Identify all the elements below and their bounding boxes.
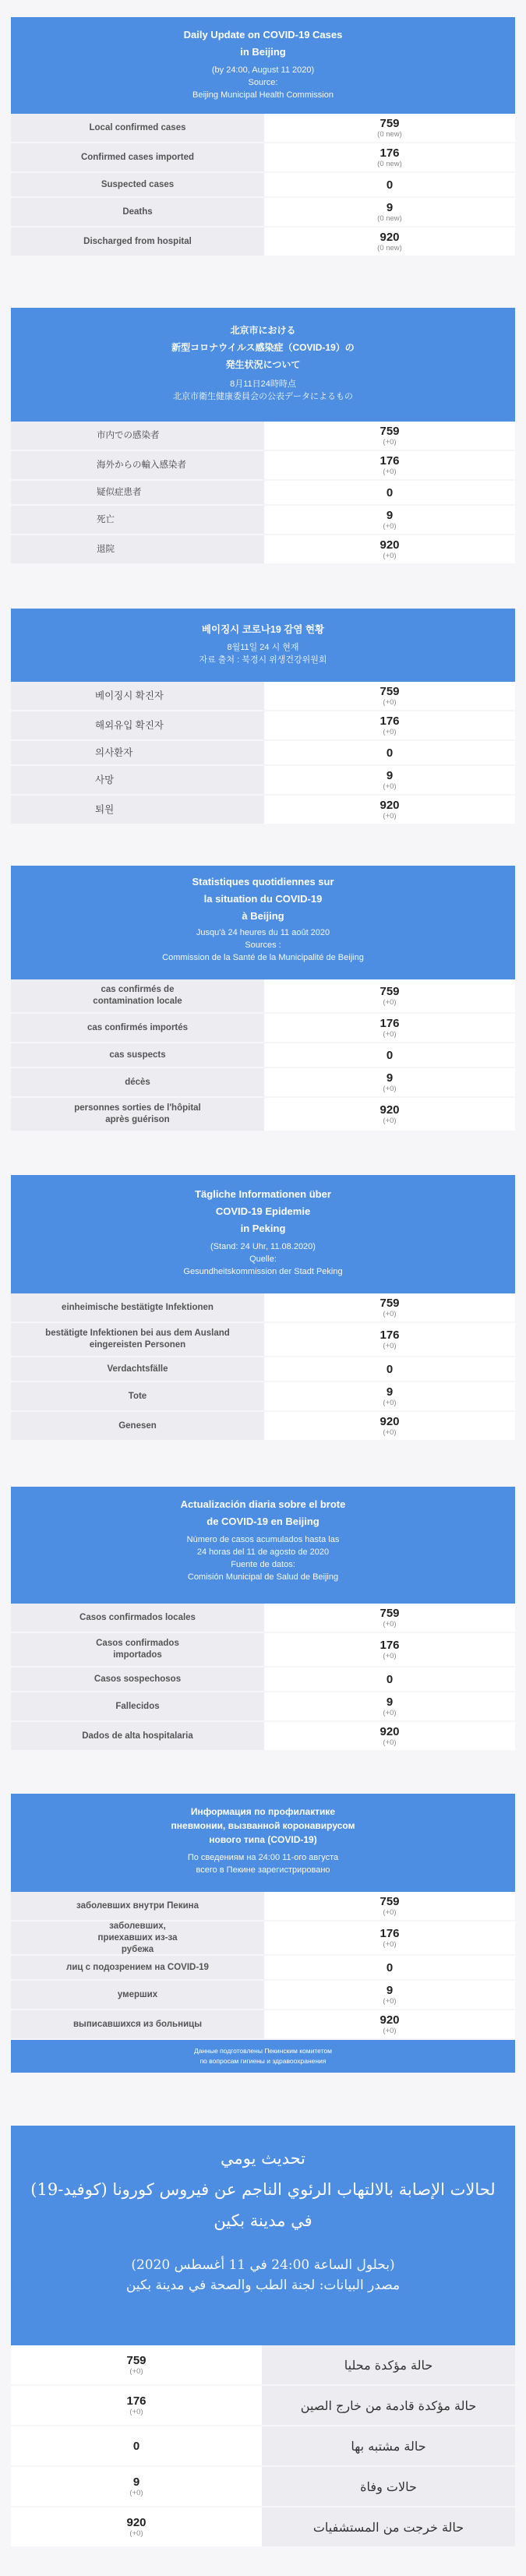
- stat-row-discharged: [11, 535, 515, 565]
- stat-value-cell: [264, 114, 515, 142]
- stat-value: 0: [386, 485, 394, 499]
- stat-value: 759: [379, 1607, 400, 1620]
- stat-value: 9: [386, 201, 394, 214]
- stat-row-suspected: [11, 1956, 515, 1981]
- stat-change: (+0): [383, 698, 397, 707]
- stat-change: (+0): [383, 998, 397, 1007]
- stat-label: حالات وفاة: [262, 2467, 515, 2506]
- stat-change: (+0): [129, 2367, 143, 2376]
- stat-value-cell: [264, 1956, 515, 1979]
- stat-change: (+0): [383, 522, 397, 531]
- header-title-line: Actualización diaria sobre el brote: [180, 1498, 346, 1510]
- stat-row-imported: [11, 2386, 515, 2426]
- stat-change: (+0): [383, 1940, 397, 1949]
- stat-change: (+0): [129, 2529, 143, 2538]
- stat-label: einheimische bestätigte Infektionen: [11, 1293, 264, 1322]
- stat-value: 9: [386, 1696, 394, 1709]
- stat-value-cell: [264, 451, 515, 479]
- stat-row-suspected: [11, 1357, 515, 1382]
- stat-label: حالة مشتبه بها: [262, 2426, 515, 2465]
- stat-row-local-confirmed: [11, 1604, 515, 1633]
- stat-label: Genesen: [11, 1412, 264, 1440]
- stat-label: حالة خرجت من المستشفيات: [262, 2507, 515, 2546]
- stat-value-cell: [264, 228, 515, 256]
- stat-value: 9: [386, 509, 394, 522]
- stat-value: 0: [386, 1960, 394, 1974]
- header-title-line: 発生状況について: [225, 359, 301, 370]
- header-title-line: пневмонии, вызванной коронавирусом: [171, 1820, 355, 1831]
- stat-label: 의사환자: [11, 741, 264, 764]
- stat-value: 9: [386, 1984, 394, 1997]
- stat-value-cell: [264, 741, 515, 764]
- stat-row-local-confirmed: [11, 979, 515, 1014]
- stat-change: (+0): [383, 728, 397, 736]
- stat-change: (+0): [383, 468, 397, 476]
- stat-label: 海外からの輸入感染者: [11, 451, 264, 479]
- stat-value: 176: [379, 454, 400, 468]
- stat-change: (+0): [383, 2027, 397, 2035]
- stat-value-cell: [264, 2010, 515, 2038]
- stat-row-imported: [11, 711, 515, 741]
- stat-label: заболевших внутри Пекина: [11, 1892, 264, 1920]
- stat-value: 176: [379, 1329, 400, 1342]
- stat-change: (+0): [383, 552, 397, 560]
- stat-row-discharged: [11, 228, 515, 257]
- stat-value: 920: [379, 1725, 400, 1738]
- stat-label: bestätigte Infektionen bei aus dem Ausland eingereisten Personen: [11, 1323, 264, 1356]
- stat-value: 176: [379, 715, 400, 728]
- stat-change: (+0): [383, 1342, 397, 1350]
- stat-value-cell: [264, 1981, 515, 2009]
- stat-value-cell: [264, 481, 515, 504]
- stat-row-suspected: [11, 1667, 515, 1692]
- stat-label: Suspected cases: [11, 173, 264, 196]
- header-title-line: Tägliche Informationen über: [195, 1188, 331, 1200]
- stat-row-imported: [11, 451, 515, 481]
- header-subtitle-line: Commission de la Santé de la Municipalité de Beijing: [162, 953, 364, 962]
- stat-value: 176: [126, 2394, 147, 2408]
- header-subtitle-line: 8月11日24時時点: [230, 379, 296, 389]
- stat-row-deaths: [11, 1692, 515, 1722]
- stat-value: 920: [379, 538, 400, 552]
- header-title-line: لحالات الإصابة بالالتهاب الرئوي الناجم عن فيروس كورونا (كوفيد-19): [30, 2180, 496, 2199]
- stat-row-imported: [11, 1323, 515, 1357]
- stat-value-cell: [264, 1323, 515, 1356]
- header-title-line: à Beijing: [242, 910, 284, 922]
- stat-label: حالة مؤكدة محليا: [262, 2345, 515, 2384]
- stat-value-cell: [264, 766, 515, 794]
- stat-value-cell: [264, 796, 515, 824]
- stat-label: Casos confirmados importados: [11, 1633, 264, 1666]
- section-header: [11, 609, 515, 682]
- section-french: [11, 866, 515, 1132]
- stat-label: Discharged from hospital: [11, 228, 264, 256]
- stat-value: 759: [379, 425, 400, 438]
- stat-value-cell: [264, 198, 515, 226]
- stat-value-cell: [264, 711, 515, 739]
- stat-value: 0: [132, 2439, 140, 2453]
- stat-value: 9: [386, 1385, 394, 1399]
- stat-label: Confirmed cases imported: [11, 143, 264, 171]
- stat-change: (+0): [383, 1908, 397, 1917]
- section-header: [11, 17, 515, 114]
- header-subtitle-line: 자료 출처 : 북경시 위생건강위원회: [199, 655, 327, 665]
- header-subtitle-line: 北京市衛生健康委員会の公表データによるもの: [173, 392, 353, 401]
- header-subtitle-line: 8월11일 24 시 현재: [227, 643, 299, 652]
- section-korean: [11, 609, 515, 825]
- stat-value: 176: [379, 1017, 400, 1030]
- header-title-line: in Beijing: [240, 46, 286, 58]
- stat-value: 759: [379, 117, 400, 130]
- header-title-line: في مدينة بكين: [214, 2211, 312, 2230]
- stat-label: Local confirmed cases: [11, 114, 264, 142]
- header-title-line: تحديث يومي: [220, 2149, 305, 2168]
- stat-value-cell: [264, 143, 515, 171]
- stat-value-cell: [264, 535, 515, 563]
- stat-row-discharged: [11, 1722, 515, 1752]
- stat-value-cell: [264, 1892, 515, 1920]
- header-subtitle-line: Quelle:: [249, 1254, 277, 1264]
- stat-value-cell: [264, 1014, 515, 1042]
- stat-value-cell: [11, 2426, 262, 2465]
- header-subtitle-line: Source:: [248, 78, 278, 87]
- header-title-line: 北京市における: [230, 325, 296, 336]
- stat-value: 920: [126, 2516, 147, 2529]
- stat-row-discharged: [11, 2010, 515, 2040]
- stat-change: (0 new): [377, 130, 402, 139]
- stat-value-cell: [264, 1068, 515, 1096]
- stat-value: 759: [126, 2354, 147, 2367]
- stat-row-deaths: [11, 766, 515, 796]
- header-title-line: Daily Update on COVID-19 Cases: [183, 29, 343, 41]
- stat-value: 920: [379, 1415, 400, 1428]
- stat-row-imported: [11, 143, 515, 173]
- stat-row-deaths: [11, 506, 515, 535]
- header-title-line: 베이징시 코로나19 감염 현황: [201, 624, 325, 635]
- stat-change: (+0): [383, 1620, 397, 1629]
- header-subtitle-line: Jusqu'à 24 heures du 11 août 2020: [196, 928, 330, 937]
- stat-change: (+0): [383, 1997, 397, 2006]
- stat-row-local-confirmed: [11, 422, 515, 451]
- section-english: [11, 17, 515, 257]
- stat-label: Casos sospechosos: [11, 1667, 264, 1691]
- header-subtitle-line: Beijing Municipal Health Commission: [192, 90, 334, 100]
- section-header: [11, 308, 515, 422]
- header-title-line: in Peking: [240, 1223, 286, 1234]
- stat-change: (+0): [383, 1030, 397, 1039]
- stat-label: 退院: [11, 535, 264, 563]
- stat-label: Dados de alta hospitalaria: [11, 1722, 264, 1750]
- stat-value-cell: [264, 1722, 515, 1750]
- stat-value: 0: [386, 746, 394, 760]
- stat-label: 베이징시 확진자: [11, 682, 264, 710]
- stat-label: cas confirmés de contamination locale: [11, 979, 264, 1012]
- stat-row-local-confirmed: [11, 114, 515, 143]
- stat-value-cell: [264, 1667, 515, 1691]
- stat-label: 疑似症患者: [11, 481, 264, 504]
- stat-label: умерших: [11, 1981, 264, 2009]
- stat-value: 759: [379, 1895, 400, 1908]
- section-russian: [11, 1794, 515, 2073]
- stat-value-cell: [264, 1412, 515, 1440]
- stat-label: Fallecidos: [11, 1692, 264, 1720]
- stat-value: 920: [379, 231, 400, 244]
- stat-label: حالة مؤكدة قادمة من خارج الصين: [262, 2386, 515, 2425]
- header-subtitle-line: По сведениям на 24:00 11-ого августа: [187, 1853, 339, 1862]
- stat-label: 市内での感染者: [11, 422, 264, 450]
- section-header: [11, 1487, 515, 1604]
- stat-row-deaths: [11, 2467, 515, 2507]
- header-subtitle-line: Número de casos acumulados hasta las: [186, 1535, 340, 1544]
- stat-label: лиц с подозрением на COVID-19: [11, 1956, 264, 1979]
- stat-value: 759: [379, 1297, 400, 1310]
- stat-value-cell: [264, 1692, 515, 1720]
- stat-value-cell: [264, 1921, 515, 1954]
- header-subtitle-line: Gesundheitskommission der Stadt Peking: [183, 1267, 343, 1276]
- header-title-line: COVID-19 Epidemie: [215, 1205, 311, 1217]
- header-title-line: la situation du COVID-19: [203, 893, 323, 905]
- section-footer: [11, 2040, 515, 2073]
- stat-value-cell: [264, 1382, 515, 1410]
- stat-value-cell: [264, 1293, 515, 1322]
- stat-row-deaths: [11, 198, 515, 228]
- section-header: [11, 1794, 515, 1892]
- stat-change: (+0): [383, 1738, 397, 1747]
- stat-value: 920: [379, 799, 400, 812]
- stat-change: (+0): [383, 1399, 397, 1407]
- stat-row-suspected: [11, 173, 515, 198]
- stat-row-deaths: [11, 1382, 515, 1412]
- section-spanish: [11, 1487, 515, 1752]
- section-header: [11, 2126, 515, 2345]
- stat-row-local-confirmed: [11, 682, 515, 711]
- header-title-line: Информация по профилактике: [190, 1806, 336, 1817]
- header-subtitle-line: (by 24:00, August 11 2020): [211, 65, 315, 75]
- stat-label: cas confirmés importés: [11, 1014, 264, 1042]
- stat-label: Casos confirmados locales: [11, 1604, 264, 1632]
- stat-label: 해외유입 확진자: [11, 711, 264, 739]
- stat-change: (+0): [383, 1085, 397, 1093]
- stat-label: cas suspects: [11, 1043, 264, 1067]
- stat-value: 759: [379, 685, 400, 698]
- section-japanese: [11, 308, 515, 565]
- stat-change: (+0): [383, 1117, 397, 1125]
- stat-row-suspected: [11, 741, 515, 766]
- stat-row-discharged: [11, 2507, 515, 2548]
- stat-change: (0 new): [377, 160, 402, 168]
- stat-value-cell: [11, 2507, 262, 2546]
- stat-value: 176: [379, 146, 400, 160]
- stat-value: 920: [379, 1103, 400, 1117]
- stat-row-discharged: [11, 1412, 515, 1442]
- stat-row-deaths: [11, 1981, 515, 2010]
- section-header: [11, 1175, 515, 1293]
- stat-change: (+0): [129, 2408, 143, 2416]
- stat-row-imported: [11, 1633, 515, 1667]
- stat-value-cell: [264, 1043, 515, 1067]
- header-subtitle-line: مصدر البيانات: لجنة الطب والصحة في مدينة بكين: [125, 2278, 401, 2293]
- stat-label: выписавшихся из больницы: [11, 2010, 264, 2038]
- header-title-line: de COVID-19 en Beijing: [207, 1516, 319, 1527]
- header-subtitle-line: Fuente de datos:: [231, 1560, 295, 1569]
- stat-change: (+0): [383, 782, 397, 791]
- stat-change: (0 new): [377, 214, 402, 223]
- stat-value-cell: [264, 682, 515, 710]
- stat-label: 사망: [11, 766, 264, 794]
- stat-row-local-confirmed: [11, 1293, 515, 1323]
- footer-line: Данные подготовлены Пекинским комитетом: [194, 2047, 332, 2055]
- stat-change: (+0): [383, 1652, 397, 1660]
- stat-row-local-confirmed: [11, 1892, 515, 1921]
- header-subtitle-line: всего в Пекине зарегистрировано: [196, 1865, 330, 1875]
- stat-value-cell: [264, 1098, 515, 1131]
- stat-value: 9: [386, 769, 394, 782]
- header-subtitle-line: Comisión Municipal de Salud de Beijing: [187, 1572, 339, 1582]
- stat-change: (+0): [383, 812, 397, 820]
- stat-value: 176: [379, 1927, 400, 1940]
- stat-value: 9: [386, 1071, 394, 1085]
- stat-label: décès: [11, 1068, 264, 1096]
- stat-change: (0 new): [377, 244, 402, 252]
- header-subtitle-line: 24 horas del 11 de agosto de 2020: [196, 1547, 330, 1557]
- header-title-line: Statistiques quotidiennes sur: [192, 876, 334, 887]
- stat-label: заболевших, приехавших из-за рубежа: [11, 1921, 264, 1954]
- stat-row-suspected: [11, 1043, 515, 1068]
- stat-value-cell: [264, 173, 515, 196]
- stat-value: 0: [386, 1362, 394, 1376]
- stat-value: 0: [386, 1048, 394, 1062]
- stat-label: Verdachtsfälle: [11, 1357, 264, 1381]
- stat-row-imported: [11, 1921, 515, 1956]
- stat-label: 퇴원: [11, 796, 264, 824]
- stat-row-discharged: [11, 1098, 515, 1132]
- stat-change: (+0): [129, 2489, 143, 2497]
- stat-value-cell: [264, 1633, 515, 1666]
- section-header: [11, 866, 515, 979]
- section-arabic: [11, 2126, 515, 2548]
- stat-value-cell: [264, 1604, 515, 1632]
- stat-change: (+0): [383, 1428, 397, 1437]
- stat-value-cell: [264, 979, 515, 1012]
- section-german: [11, 1175, 515, 1442]
- stat-row-imported: [11, 1014, 515, 1043]
- stat-value-cell: [11, 2345, 262, 2384]
- stat-row-discharged: [11, 796, 515, 825]
- stat-value: 759: [379, 985, 400, 998]
- stat-change: (+0): [383, 1709, 397, 1717]
- stat-label: personnes sorties de l'hôpital après guérison: [11, 1098, 264, 1131]
- header-subtitle-line: (Stand: 24 Uhr, 11.08.2020): [210, 1242, 316, 1251]
- header-subtitle-line: Sources :: [245, 940, 281, 950]
- stat-value: 0: [386, 1672, 394, 1686]
- stat-label: Tote: [11, 1382, 264, 1410]
- stat-change: (+0): [383, 438, 397, 446]
- stat-value-cell: [11, 2467, 262, 2506]
- header-title-line: 新型コロナウイルス感染症（COVID-19）の: [171, 342, 355, 353]
- stat-row-suspected: [11, 481, 515, 506]
- stat-value-cell: [264, 506, 515, 534]
- stat-value: 920: [379, 2013, 400, 2027]
- stat-change: (+0): [383, 1310, 397, 1318]
- stat-value-cell: [264, 422, 515, 450]
- stat-label: Deaths: [11, 198, 264, 226]
- stat-row-deaths: [11, 1068, 515, 1098]
- stat-row-suspected: [11, 2426, 515, 2467]
- stat-value: 0: [386, 178, 394, 192]
- stat-label: 死亡: [11, 506, 264, 534]
- header-subtitle-line: (بحلول الساعة 24:00 في 11 أغسطس 2020): [131, 2257, 395, 2273]
- stat-value-cell: [264, 1357, 515, 1381]
- header-title-line: нового типа (COVID-19): [209, 1834, 317, 1845]
- stat-row-local-confirmed: [11, 2345, 515, 2386]
- stat-value: 9: [132, 2475, 140, 2489]
- stat-value: 176: [379, 1639, 400, 1652]
- stat-value-cell: [11, 2386, 262, 2425]
- footer-line: по вопросам гигиены и здравоохранения: [199, 2057, 327, 2065]
